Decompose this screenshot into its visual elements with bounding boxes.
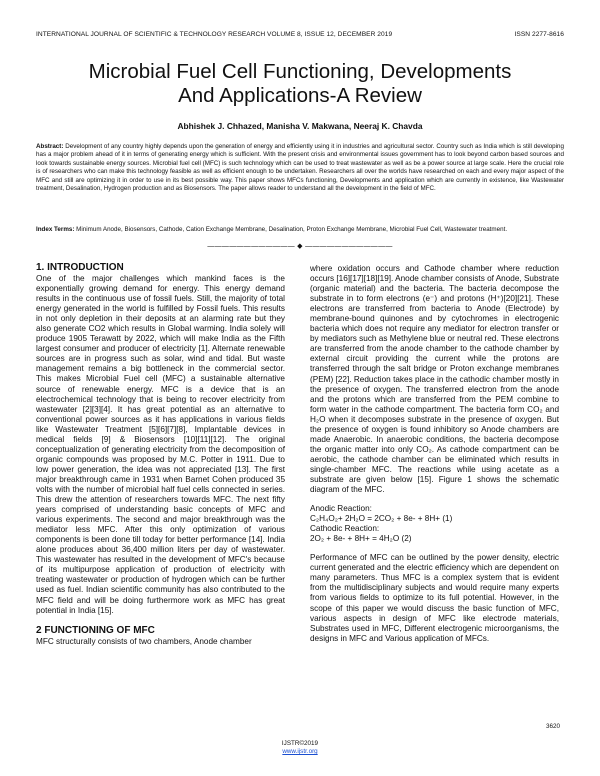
section-2-body: MFC structurally consists of two chambers, Anode chamber [36, 636, 252, 646]
page-footer [0, 740, 600, 756]
issn: ISSN 2277-8616 [514, 31, 564, 38]
title-line-1: Microbial Fuel Cell Functioning, Developments [88, 60, 512, 83]
section-separator: ———————————— ◆ ———————————— [207, 243, 393, 250]
right-column [310, 264, 559, 644]
journal-name: INTERNATIONAL JOURNAL OF SCIENTIFIC & TECHNOLOGY RESEARCH VOLUME 8, ISSUE 12, DECEMBER 2019 [36, 31, 393, 38]
index-terms-label: Index Terms: [36, 226, 75, 233]
index-terms-text: Minimum Anode, Biosensors, Cathode, Cation Exchange Membrane, Desalination, Proton Exchange Membrane, Microbial Fuel Cell, Wastewater treatment. [74, 226, 508, 233]
authors: Abhishek J. Chhazed, Manisha V. Makwana, Neeraj K. Chavda [177, 121, 423, 131]
anodic-equation: C₂H₄O₂+ 2H₂O = 2CO₂ + 8e- + 8H+ (1) [310, 514, 453, 524]
page-number: 3620 [545, 723, 560, 730]
section-1-heading: 1. INTRODUCTION [36, 262, 124, 273]
journal-link[interactable]: www.ijstr.org [282, 748, 318, 755]
index-terms [36, 226, 564, 234]
cathodic-label: Cathodic Reaction: [310, 524, 380, 534]
abstract-text: Development of any country highly depends upon the generation of energy and efficiently using it in industries and agricultural sector. Country such as India which is still developing has a major problem ahead of it in terms of generating energy which is sufficient. With the present crisis and environmental issues government has to look beyond carbon based sources and look towards sustainable energy sources. Microbial fuel cell (MFC) is such technology which can be used to treat wastewater as well as be a power source at large scale. Here the crucial role is of researchers who can make this technology feasible as well as efficient enough to be undertaken. Researchers all over the worlds have researched on each and every major aspect of the MFC and still are optimizing it in order to use in its best possible way. This paper shows MFCs functioning, Developments and application which are currently in existence, like Wastewater treatment, Desalination, Hydrogen production and as Biosensors. The paper allows reader to understand all the development in the field of MFC. [36, 143, 564, 193]
section-1-body: One of the major challenges which mankind faces is the exponentially growing demand for energy. This energy demand results in the continuous use of fossil fuels. Still, the majority of total energy generated in the world is fulfilled by Fossil fuels. This results in not only depletion in their deposits at an alarming rate but they also generate CO2 which results in Global warming. India solely will produce 1905 Terawatt by 2022, which will make India as the Fifth largest consumer and producer of electricity [1]. Alternate renewable sources are in progress such as solar, wind and tidal. But waste management remains a big bottleneck in the commercial sector. This makes Microbial Fuel cell (MFC) a sustainable alternative source of renewable energy. MFC is a device that is an electrochemical technology that is being to recover electricity from wastewater [2][3][4]. It has great potential as an alternative to conventional power sources as it has applications in various fields like Wastewater Treatment [5][6][7][8], Implantable devices in medical fields [9] & Biosensors [10][11][12]. The original conceptualization of generating electricity from the decomposition of organic compounds was proposed by M.C. Potter in 1911. Due to low power generation, the idea was not appreciated [13]. The first major breakthrough came in 1931 when Barnet Cohen produced 35 volts with the number of microbial half fuel cells connected in series. This drew the attention of researchers towards MFC. The next fifty years comprised of understanding basic concepts of MFC and various experiments. The second and major breakthrough was the mediator less MFC. After this only optimization of various components is been done till today for better performance [14]. India alone produces about 36,400 million liters per day of wastewater. This wastewater has resulted in the development of MFC's because of its multipurpose application of production of electricity with treating wastewater or production of hydrogen which can be further used as fuel. Indian scientific community has also contributed to the MFC field and will be doing furthermore work as MFC has great potential in India [15]. [36, 274, 285, 615]
running-header [36, 31, 564, 38]
performance-paragraph: Performance of MFC can be outlined by the power density, electric current generated and the electric efficiency which are dependent on many parameters. Thus MFC is a complex system that is evident from the multidisciplinary subjects and would require many experts from various fields to optimize to its full potential. However, in the scope of this paper we would discuss the basic function of MFC, various aspects in design of MFC like electrode materials, Substrates used in MFC, Different electrogenic microorganisms, the designs in MFC and Various application of MFCs. [310, 553, 559, 643]
left-column [36, 262, 285, 647]
footer-code: IJSTR©2019 [281, 740, 319, 747]
cathodic-equation: 2O₂ + 8e- + 8H+ = 4H₂O (2) [310, 534, 412, 544]
title-line-2: And Applications-A Review [178, 84, 422, 107]
abstract [36, 143, 564, 194]
abstract-label: Abstract: [36, 143, 64, 150]
section-2-heading: 2 FUNCTIONING OF MFC [36, 624, 155, 636]
paper-title [30, 60, 570, 108]
anodic-label: Anodic Reaction: [310, 504, 372, 514]
functioning-paragraph: where oxidation occurs and Cathode chamber where reduction occurs [16][17][18][19]. Anode chamber consists of Anode, Substrate (organic material) and the bacteria. The bacteria decompose the substrate in to form electrons (e⁻) and protons (H⁺)[20][21]. These electrons are transferred from bacteria to Anode (Electrode) by membrane-bound quinones and by cytochromes in electrogenic bacteria which does not require any mediator for electron transfer or by mediators such as Methylene blue or neutral red. These electrons are transferred from the anode chamber to the cathode chamber by external circuit providing the current while the protons are transferred through the salt bridge or Proton exchange membranes (PEM) [22]. Reduction takes place in the cathodic chamber mostly in the presence of oxygen. The transferred electron from the anode and the protons which are transferred from the PEM combine to form water in the cathode compartment. The bacteria form CO₂ and H₂O when it decomposes substrate in the presence of oxygen. But the presence of oxygen is found inhibitory so Anode chambers are made Anaerobic. In anaerobic conditions, the bacteria decompose the organic matter into only CO₂. As cathode compartment can be aerobic, the cathode chamber can be eliminated which results in single-chamber MFC. The reactions while using acetate as a substrate are given below [15]. Figure 1 shows the schematic diagram of the MFC. [310, 264, 559, 495]
